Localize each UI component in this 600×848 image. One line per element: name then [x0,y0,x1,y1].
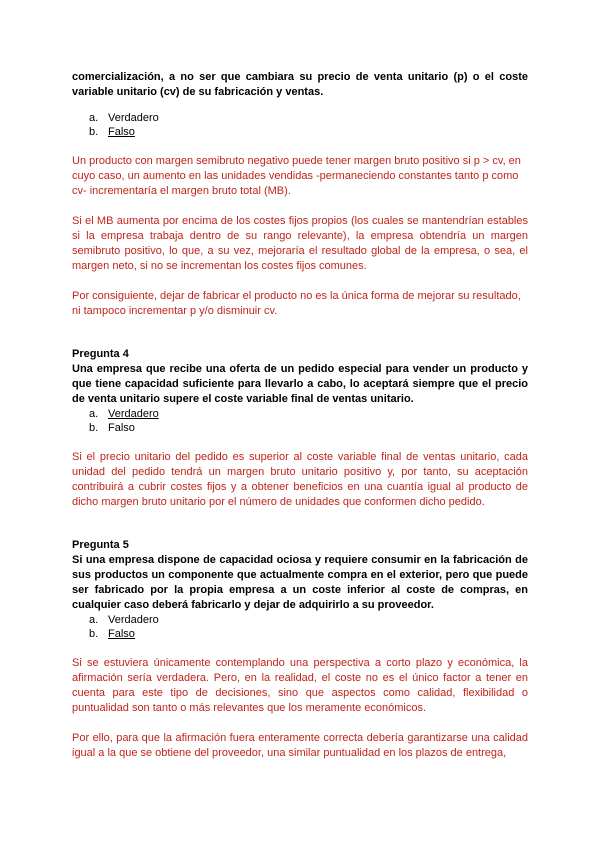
question-3-explanation-1: Un producto con margen semibruto negativo puede tener margen bruto positivo si p > cv, en cuyo caso, un aumento en las unidades vendidas -permaneciendo constantes tanto p como cv- incrementaría el margen bruto total (MB). [72,155,521,197]
option-letter: b. [89,126,99,138]
question-4-explanation-1: Si el precio unitario del pedido es superior al coste variable final de ventas unitario, cada unidad del pedido tendrá un margen bruto unitario positivo y, por tanto, su aceptación contribuirá a cubrir costes fijos y a obtener beneficios en una cuantía igual al producto de dicho margen bruto unitario por el número de unidades que conformen dicho pedido. [72,451,528,508]
option-letter: a. [89,408,99,420]
option-letter: b. [89,628,99,640]
option-letter: b. [89,422,99,434]
option-text-selected: Falso [108,126,135,138]
question-5-options [72,613,528,641]
question-4-title: Pregunta 4 [72,348,129,360]
option-text-selected: Falso [108,628,135,640]
option-a[interactable] [72,613,528,627]
option-letter: a. [89,614,99,626]
option-a[interactable] [72,407,528,421]
option-text: Falso [108,422,135,434]
option-b[interactable] [72,627,528,641]
option-letter: a. [89,112,99,124]
question-5-title: Pregunta 5 [72,539,129,551]
option-text: Verdadero [108,614,159,626]
question-5-explanation-1: Si se estuviera únicamente contemplando una perspectiva a corto plazo y económica, la afirmación sería verdadera. Pero, en la realidad, el coste no es el único factor a tener en cuenta para este tipo de decisiones, sino que aspectos como calidad, flexibilidad o puntualidad son tanto o más relevantes que los meramente económicos. [72,657,528,714]
question-3-options [72,111,528,139]
question-3-explanation-2: Si el MB aumenta por encima de los costes fijos propios (los cuales se mantendrían estables si la empresa trabaja dentro de su rango relevante), la empresa obtendría un margen semibruto positivo, lo que, a su vez, mejoraría el resultado global de la empresa, o sea, el margen neto, si no se incrementan los costes fijos comunes. [72,215,528,272]
question-4-options [72,407,528,435]
question-5-statement: Si una empresa dispone de capacidad ociosa y requiere consumir en la fabricación de sus productos un componente que actualmente compra en el exterior, pero que puede ser fabricado por la propia empresa a un coste inferior al coste de compras, en cualquier caso deberá fabricarlo y dejar de adquirirlo a su proveedor. [72,554,528,611]
question-5-explanation-2: Por ello, para que la afirmación fuera enteramente correcta debería garantizarse una calidad igual a la que se obtiene del proveedor, una similar puntualidad en los plazos de entrega, [72,732,528,759]
document-page [72,70,528,761]
option-text-selected: Verdadero [108,408,159,420]
option-text: Verdadero [108,112,159,124]
option-b[interactable] [72,421,528,435]
question-3-explanation-3: Por consiguiente, dejar de fabricar el producto no es la única forma de mejorar su resultado, ni tampoco incrementar p y/o disminuir cv. [72,290,521,317]
option-a[interactable] [72,111,528,125]
question-4-statement: Una empresa que recibe una oferta de un pedido especial para vender un producto y que tiene capacidad suficiente para llevarlo a cabo, lo aceptará siempre que el precio de venta unitario supere el coste variable final de ventas unitario. [72,363,528,405]
option-b[interactable] [72,125,528,139]
question-3-statement: comercialización, a no ser que cambiara su precio de venta unitario (p) o el coste variable unitario (cv) de su fabricación y ventas. [72,71,528,98]
